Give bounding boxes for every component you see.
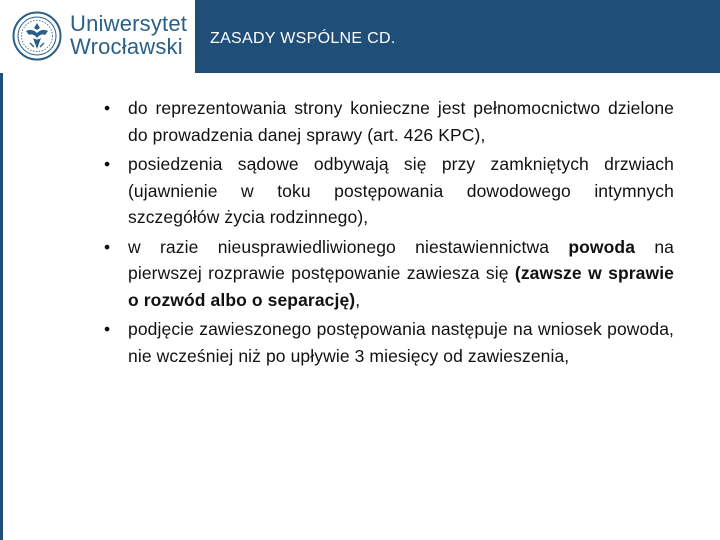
bullet-marker: •	[104, 236, 111, 257]
university-name-line1: Uniwersytet	[70, 11, 188, 36]
bullet-marker: •	[104, 98, 111, 118]
left-accent-rule	[0, 73, 3, 540]
university-name	[70, 12, 187, 58]
list-item	[104, 95, 674, 148]
text-segment: ,	[355, 289, 361, 310]
list-item	[104, 234, 674, 314]
list-item-text: podjęcie zawieszonego postępowania następuje na wniosek powoda, nie wcześniej niż po upływie 3 miesięcy od zawieszenia,	[128, 319, 674, 366]
list-item-text: posiedzenia sądowe odbywają się przy zamkniętych drzwiach (ujawnienie w toku postępowania dowodowego intymnych szczegółów życia rodzinnego),	[128, 154, 674, 227]
slide-title: ZASADY WSPÓLNE CD.	[210, 30, 396, 47]
bullet-list	[104, 95, 674, 372]
bullet-marker: •	[104, 154, 111, 174]
bold-text-note: (zawsze w sprawie o rozwód albo o separację)	[128, 263, 674, 310]
text-segment: w razie nieusprawiedliwionego niestawiennictwa	[128, 236, 569, 257]
university-name-line2: Wrocławski	[70, 34, 183, 59]
university-seal-icon	[12, 11, 62, 61]
list-item	[104, 316, 674, 369]
list-item	[104, 151, 674, 231]
list-item-text	[128, 237, 674, 310]
list-item-text: do reprezentowania strony konieczne jest pełnomocnictwo dzielone do prowadzenia danej sprawy (art. 426 KPC),	[128, 98, 674, 145]
bold-text-powoda: powoda	[568, 236, 636, 257]
university-logo	[0, 0, 195, 73]
bullet-marker: •	[104, 319, 111, 339]
text-segment: na pierwszej rozprawie postępowanie zawiesza się	[128, 236, 674, 283]
